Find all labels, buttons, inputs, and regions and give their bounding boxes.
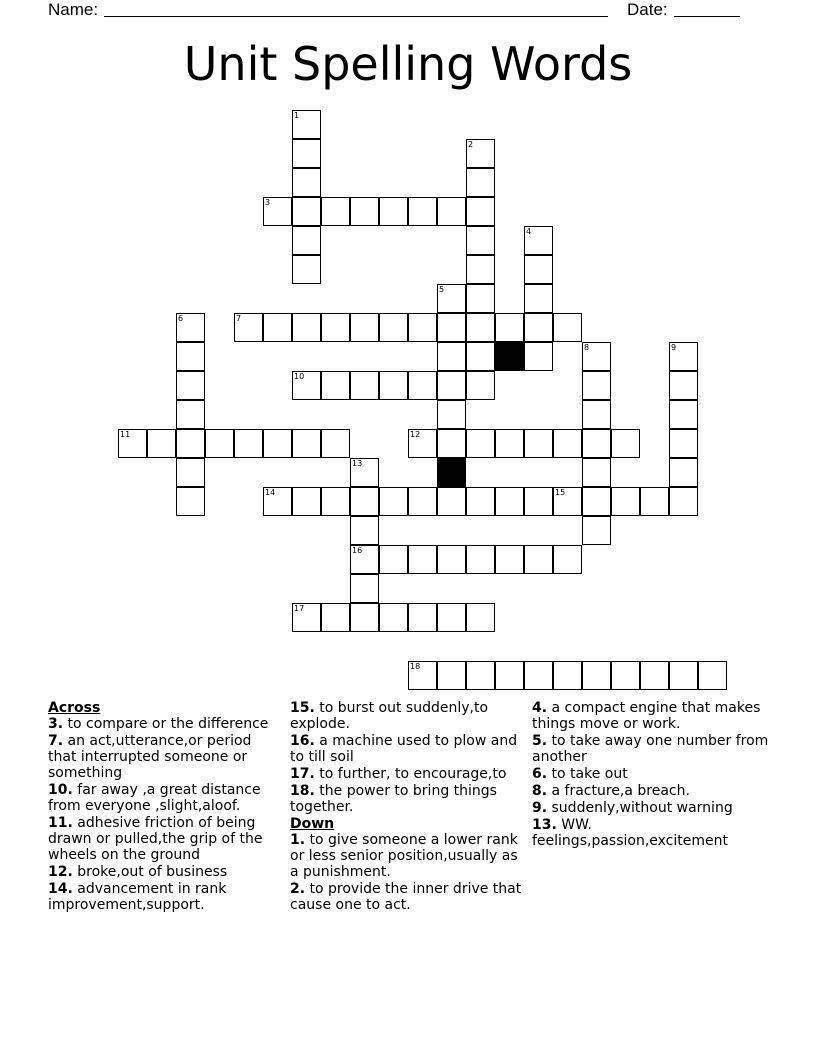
grid-cell[interactable] [553, 487, 582, 516]
grid-cell[interactable] [437, 545, 466, 574]
clue-start-number: 16 [352, 546, 363, 555]
grid-cell[interactable] [408, 603, 437, 632]
grid-cell[interactable] [495, 487, 524, 516]
grid-cell[interactable] [582, 661, 611, 690]
clue-number: 8. [532, 783, 548, 799]
grid-cell[interactable] [495, 429, 524, 458]
clue-start-number: 15 [555, 488, 566, 497]
grid-cell[interactable] [495, 545, 524, 574]
grid-cell[interactable] [466, 255, 495, 284]
grid-cell[interactable] [350, 197, 379, 226]
grid-cell[interactable] [437, 487, 466, 516]
clue-text: a compact engine that makes things move or work. [532, 700, 761, 732]
clue-across-12 [48, 864, 283, 880]
grid-cell[interactable] [437, 342, 466, 371]
grid-cell[interactable] [379, 313, 408, 342]
clue-text: a fracture,a breach. [551, 783, 690, 799]
grid-cell[interactable] [379, 487, 408, 516]
clue-start-number: 11 [120, 430, 131, 439]
grid-cell[interactable] [379, 197, 408, 226]
across-heading: Across [48, 700, 101, 716]
clue-across-10 [48, 782, 283, 814]
clue-text: to burst out suddenly,to explode. [290, 700, 489, 732]
clue-across-7 [48, 733, 283, 781]
clue-text: to compare or the difference [67, 716, 269, 732]
grid-cell[interactable] [408, 661, 437, 690]
grid-cell[interactable] [408, 313, 437, 342]
grid-cell[interactable] [524, 255, 553, 284]
clue-number: 7. [48, 733, 64, 749]
grid-cell[interactable] [437, 371, 466, 400]
grid-cell[interactable] [350, 487, 379, 516]
grid-cell[interactable] [698, 661, 727, 690]
grid-cell[interactable] [350, 313, 379, 342]
grid-cell[interactable] [350, 516, 379, 545]
grid-cell[interactable] [292, 371, 321, 400]
clue-number: 9. [532, 800, 548, 816]
grid-cell[interactable] [263, 313, 292, 342]
date-label: Date: [627, 0, 668, 19]
grid-cell[interactable] [669, 429, 698, 458]
grid-cell[interactable] [350, 603, 379, 632]
grid-cell[interactable] [466, 168, 495, 197]
grid-cell[interactable] [292, 139, 321, 168]
grid-cell[interactable] [379, 545, 408, 574]
clue-start-number: 4 [526, 227, 532, 236]
grid-cell[interactable] [118, 429, 147, 458]
grid-cell[interactable] [292, 197, 321, 226]
clue-number: 11. [48, 815, 73, 831]
grid-cell[interactable] [524, 342, 553, 371]
grid-cell[interactable] [582, 458, 611, 487]
grid-cell[interactable] [234, 429, 263, 458]
clue-text: adhesive friction of being drawn or pulled,the grip of the wheels on the ground [48, 815, 263, 863]
grid-cell[interactable] [437, 400, 466, 429]
grid-cell[interactable] [582, 371, 611, 400]
clue-number: 1. [290, 832, 306, 848]
grid-cell[interactable] [466, 371, 495, 400]
clues-column-3 [532, 700, 772, 850]
clue-number: 2. [290, 881, 306, 897]
grid-cell[interactable] [292, 429, 321, 458]
clue-down-13 [532, 817, 772, 849]
clue-down-2 [290, 881, 526, 913]
grid-cell[interactable] [321, 603, 350, 632]
grid-cell[interactable] [292, 487, 321, 516]
grid-cell[interactable] [408, 429, 437, 458]
grid-cell[interactable] [669, 400, 698, 429]
grid-cell[interactable] [466, 197, 495, 226]
clue-text: to further, to encourage,to [319, 766, 507, 782]
clue-across-3 [48, 716, 283, 732]
blocked-cell [495, 342, 524, 371]
clue-down-1 [290, 832, 526, 880]
clue-number: 14. [48, 881, 73, 897]
clue-start-number: 17 [294, 604, 305, 613]
grid-cell[interactable] [553, 545, 582, 574]
grid-cell[interactable] [292, 313, 321, 342]
grid-cell[interactable] [466, 545, 495, 574]
grid-cell[interactable] [611, 429, 640, 458]
clue-text: to provide the inner drive that cause one to act. [290, 881, 522, 913]
clue-down-8 [532, 783, 772, 799]
grid-cell[interactable] [263, 429, 292, 458]
grid-cell[interactable] [379, 603, 408, 632]
grid-cell[interactable] [321, 197, 350, 226]
clue-number: 6. [532, 766, 548, 782]
clue-number: 18. [290, 783, 315, 799]
grid-cell[interactable] [147, 429, 176, 458]
clue-start-number: 13 [352, 459, 363, 468]
grid-cell[interactable] [669, 342, 698, 371]
grid-cell[interactable] [524, 226, 553, 255]
clue-down-6 [532, 766, 772, 782]
clue-text: broke,out of business [77, 864, 228, 880]
clue-number: 15. [290, 700, 315, 716]
grid-cell[interactable] [437, 429, 466, 458]
clue-start-number: 10 [294, 372, 305, 381]
grid-cell[interactable] [524, 487, 553, 516]
grid-cell[interactable] [466, 487, 495, 516]
clue-text: to take away one number from another [532, 733, 769, 765]
grid-cell[interactable] [437, 661, 466, 690]
clue-number: 3. [48, 716, 64, 732]
clue-across-16 [290, 733, 526, 765]
clue-across-14 [48, 881, 283, 913]
clue-number: 17. [290, 766, 315, 782]
grid-cell[interactable] [350, 371, 379, 400]
grid-cell[interactable] [176, 400, 205, 429]
grid-cell[interactable] [495, 313, 524, 342]
grid-cell[interactable] [292, 226, 321, 255]
grid-cell[interactable] [321, 313, 350, 342]
grid-cell[interactable] [379, 371, 408, 400]
grid-cell[interactable] [321, 487, 350, 516]
grid-cell[interactable] [466, 226, 495, 255]
clue-number: 16. [290, 733, 315, 749]
clues-column-1 [48, 700, 283, 914]
grid-cell[interactable] [466, 342, 495, 371]
clue-text: the power to bring things together. [290, 783, 497, 815]
grid-cell[interactable] [292, 603, 321, 632]
grid-cell[interactable] [263, 487, 292, 516]
clue-start-number: 8 [584, 343, 590, 352]
clue-text: advancement in rank improvement,support. [48, 881, 227, 913]
grid-cell[interactable] [437, 284, 466, 313]
grid-cell[interactable] [640, 661, 669, 690]
grid-cell[interactable] [582, 342, 611, 371]
clue-start-number: 7 [236, 314, 242, 323]
clue-text: far away ,a great distance from everyone ,slight,aloof. [48, 782, 261, 814]
grid-cell[interactable] [524, 429, 553, 458]
clue-across-18 [290, 783, 526, 815]
clue-start-number: 18 [410, 662, 421, 671]
grid-cell[interactable] [669, 661, 698, 690]
clue-number: 5. [532, 733, 548, 749]
clues-column-2 [290, 700, 526, 914]
clue-start-number: 12 [410, 430, 421, 439]
clue-start-number: 1 [294, 111, 300, 120]
grid-cell[interactable] [408, 197, 437, 226]
grid-cell[interactable] [466, 661, 495, 690]
page-title: Unit Spelling Words [183, 37, 633, 91]
grid-cell[interactable] [292, 255, 321, 284]
clue-number: 4. [532, 700, 548, 716]
clue-text: to give someone a lower rank or less senior position,usually as a punishment. [290, 832, 518, 880]
name-label: Name: [48, 0, 99, 19]
clue-number: 10. [48, 782, 73, 798]
grid-cell[interactable] [408, 545, 437, 574]
clue-down-4 [532, 700, 772, 732]
clue-start-number: 5 [439, 285, 445, 294]
clue-text: WW. feelings,passion,excitement [532, 817, 728, 849]
grid-cell[interactable] [466, 139, 495, 168]
grid-cell[interactable] [611, 487, 640, 516]
clue-number: 12. [48, 864, 73, 880]
grid-cell[interactable] [408, 371, 437, 400]
blocked-cell [437, 458, 466, 487]
grid-cell[interactable] [669, 487, 698, 516]
grid-cell[interactable] [582, 400, 611, 429]
grid-cell[interactable] [553, 313, 582, 342]
grid-cell[interactable] [176, 342, 205, 371]
grid-cell[interactable] [582, 429, 611, 458]
grid-cell[interactable] [669, 371, 698, 400]
grid-cell[interactable] [350, 458, 379, 487]
grid-cell[interactable] [176, 429, 205, 458]
clue-number: 13. [532, 817, 557, 833]
grid-cell[interactable] [321, 371, 350, 400]
grid-cell[interactable] [292, 110, 321, 139]
clue-start-number: 9 [671, 343, 677, 352]
grid-cell[interactable] [669, 458, 698, 487]
grid-cell[interactable] [263, 197, 292, 226]
grid-cell[interactable] [408, 487, 437, 516]
clue-start-number: 6 [178, 314, 184, 323]
grid-cell[interactable] [176, 371, 205, 400]
clue-text: an act,utterance,or period that interrupted someone or something [48, 733, 252, 781]
grid-cell[interactable] [524, 545, 553, 574]
grid-cell[interactable] [640, 487, 669, 516]
grid-cell[interactable] [582, 516, 611, 545]
grid-cell[interactable] [553, 661, 582, 690]
clue-start-number: 2 [468, 140, 474, 149]
clue-text: a machine used to plow and to till soil [290, 733, 518, 765]
clue-across-15 [290, 700, 526, 732]
clue-start-number: 14 [265, 488, 276, 497]
grid-cell[interactable] [524, 313, 553, 342]
grid-cell[interactable] [234, 313, 263, 342]
grid-cell[interactable] [176, 487, 205, 516]
clue-text: to take out [551, 766, 628, 782]
clue-down-9 [532, 800, 772, 816]
grid-cell[interactable] [176, 458, 205, 487]
grid-cell[interactable] [321, 429, 350, 458]
grid-cell[interactable] [466, 313, 495, 342]
grid-cell[interactable] [524, 284, 553, 313]
grid-cell[interactable] [437, 313, 466, 342]
clue-down-5 [532, 733, 772, 765]
clue-across-17 [290, 766, 526, 782]
grid-cell[interactable] [524, 661, 553, 690]
grid-cell[interactable] [466, 603, 495, 632]
grid-cell[interactable] [466, 284, 495, 313]
grid-cell[interactable] [350, 545, 379, 574]
clue-across-11 [48, 815, 283, 863]
grid-cell[interactable] [292, 168, 321, 197]
clue-start-number: 3 [265, 198, 271, 207]
grid-cell[interactable] [495, 661, 524, 690]
grid-cell[interactable] [205, 429, 234, 458]
down-heading: Down [290, 816, 335, 832]
grid-cell[interactable] [437, 603, 466, 632]
grid-cell[interactable] [176, 313, 205, 342]
grid-cell[interactable] [466, 429, 495, 458]
grid-cell[interactable] [350, 574, 379, 603]
grid-cell[interactable] [611, 661, 640, 690]
clue-text: suddenly,without warning [551, 800, 733, 816]
grid-cell[interactable] [437, 197, 466, 226]
grid-cell[interactable] [553, 429, 582, 458]
grid-cell[interactable] [582, 487, 611, 516]
